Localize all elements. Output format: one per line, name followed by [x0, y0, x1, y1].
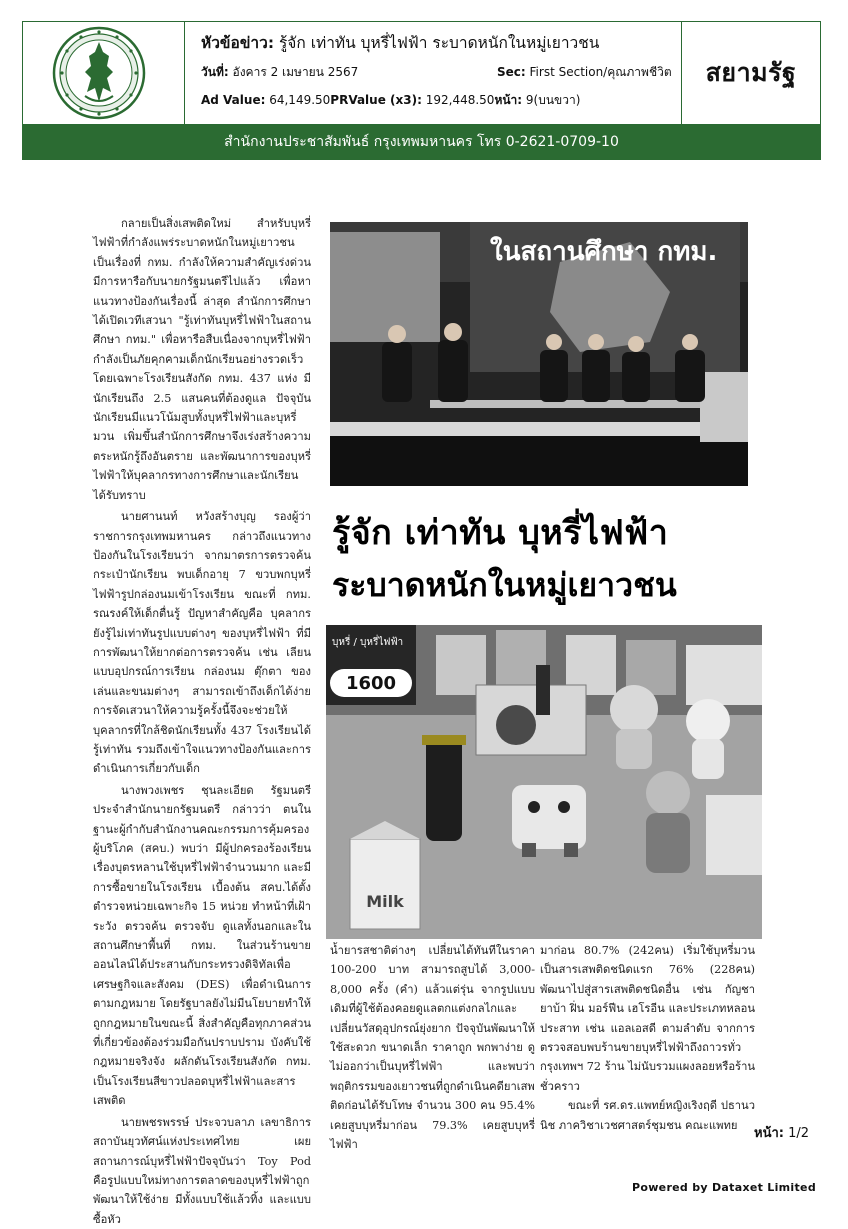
page-number-value: 1/2: [788, 1126, 810, 1141]
headline-line-1: รู้จัก เท่าทัน บุหรี่ไฟฟ้า: [332, 513, 669, 553]
headline-label: หัวข้อข่าว:: [201, 34, 275, 52]
office-banner: สำนักงานประชาสัมพันธ์ กรุงเทพมหานคร โทร 0-2621-0709-10: [22, 125, 821, 160]
brand-box: [682, 22, 820, 124]
page-number-label: หน้า:: [754, 1126, 784, 1141]
milk-label: Milk: [366, 892, 404, 911]
article-headline: [332, 512, 752, 606]
paragraph: นางพวงเพชร ชุนละเอียด รัฐมนตรีประจำสำนักนายกรัฐมนตรี กล่าวว่า ตนในฐานะผู้กำกับสำนักงานคณะกรรมการคุ้มครองผู้บริโภค (สคบ.) พบว่า มีผู้ปกครองร้องเรียนเรื่องบุตรหลานใช้บุหรี่ไฟฟ้าจำนวนมาก และมีการซื้อขายในโรงเรียน เบื้องต้น สคบ.ได้ตั้งตำรวจหน่วยเฉพาะกิจ 15 หน่วย ทำหน้าที่เฝ้าระวัง ตรวจค้น ตรวจจับ ดูแลทั้งนอกและในสถานศึกษาพื้นที่ กทม. ในส่วนร้านขายออนไลน์ได้ประสานกับกระทรวงดิจิทัลเพื่อเศรษฐกิจและสังคม (DES) เพื่อดำเนินการตามกฎหมาย โดยรัฐบาลยังไม่มีนโยบายทำให้ถูกกฎหมายในขณะนี้ สิ่งสำคัญคือทุกภาคส่วนที่เกี่ยวข้องต้องร่วมมือกันปราบปราม บังคับใช้กฎหมายจริงจัง ผลักดันโรงเรียนสังกัด กทม. เป็นโรงเรียนสีขาวปลอดบุหรี่ไฟฟ้าและสารเสพติด: [93, 783, 311, 1108]
article-column-1: [93, 214, 311, 1229]
article-column-2: [330, 941, 535, 1154]
pr-value-label: PRValue (x3):: [330, 93, 422, 107]
date-label: วันที่:: [201, 65, 229, 79]
products-photo: [326, 625, 762, 939]
pr-value: 192,448.50: [425, 93, 495, 107]
date-row: [201, 61, 672, 83]
section-field: [497, 61, 672, 83]
hotline-number: 1600: [345, 673, 397, 694]
stage-screen-text: ในสถานศึกษา กทม.: [490, 237, 718, 267]
logo-box: [23, 22, 185, 124]
headline-text: รู้จัก เท่าทัน บุหรี่ไฟฟ้า ระบาดหนักในหมู่เยาวชน: [278, 34, 600, 52]
paragraph: มาก่อน 80.7% (242คน) เริ่มใช้บุหรี่มวนเป็นสารเสพติดชนิดแรก 76% (228คน) พัฒนาไปสู่สารเสพติดชนิดอื่น เช่น กัญชา ยาบ้า ฝิ่น มอร์ฟีน เฮโรอีน และประเภทหลอนประสาท เช่น แอลเอสดี ตามลำดับ จากการตรวจสอบพบร้านขายบุหรี่ไฟฟ้าถึงถาวรทั่วกรุงเทพฯ 72 ร้าน ไม่นับรวมแผงลอยหรือร้านชั่วคราว: [540, 944, 755, 1093]
ad-value-label: Ad Value:: [201, 93, 266, 107]
paragraph: นายศานนท์ หวังสร้างบุญ รองผู้ว่าราชการกรุงเทพมหานคร กล่าวถึงแนวทางป้องกันในโรงเรียนว่า จากมาตรการตรวจค้นกระเป๋านักเรียน พบเด็กอายุ 7 ขวบพกบุหรี่ไฟฟ้ารูปกล่องนมเข้าโรงเรียน ขณะที่ กทม. รณรงค์ให้เด็กตื่นรู้ ปัญหาสำคัญคือ บุคลากรยังรู้ไม่เท่าทันรูปแบบต่างๆ ของบุหรี่ไฟฟ้า ที่มีการพัฒนาให้ยากต่อการตรวจค้น เช่น เลียนแบบอุปกรณ์การเรียน กล่องนม ตุ๊กตา ของเล่นและขนมต่างๆ สามารถเข้าถึงเด็กได้ง่าย การจัดเสวนาให้ความรู้ครั้งนี้จึงจะช่วยให้บุคลากรที่ใกล้ชิดนักเรียนทั้ง 437 โรงเรียนได้รู้เท่าทัน รวมถึงเข้าใจแนวทางป้องกันและการดำเนินการเกี่ยวกับเด็ก: [93, 510, 311, 776]
paragraph: กลายเป็นสิ่งเสพติดใหม่ สำหรับบุหรี่ไฟฟ้าที่กำลังแพร่ระบาดหนักในหมู่เยาวชนเป็นเรื่องที่ กทม. กำลังให้ความสำคัญเร่งด่วน มีการหารือกับนายกรัฐมนตรีไปแล้ว เพื่อหาแนวทางป้องกันเรื่องนี้ ล่าสุด สำนักการศึกษา ได้เปิดเวทีเสวนา "รู้เท่าทันบุหรี่ไฟฟ้าในสถานศึกษา กทม." เพื่อหารือสืบเนื่องจากบุหรี่ไฟฟ้ากำลังเป็นภัยคุกคามเด็กนักเรียนอย่างรวดเร็ว โดยเฉพาะโรงเรียนสังกัด กทม. 437 แห่ง มีนักเรียนถึง 2.5 แสนคนที่ต้องดูแล ปัจจุบันนักเรียนมีแนวโน้มสูบทั้งบุหรี่ไฟฟ้าและบุหรี่มวน เพิ่มขึ้นสำนักการศึกษาจึงเร่งสร้างความตระหนักรู้ถึงอันตราย และพัฒนาการของบุหรี่ไฟฟ้าให้บุคลากรทางการศึกษาและนักเรียนได้รับทราบ: [93, 217, 311, 502]
bangkok-seal-icon: [23, 22, 185, 124]
headline-row: [201, 32, 667, 54]
article-column-3: [540, 941, 755, 1135]
page-number: [754, 1122, 809, 1143]
clipping-info: [185, 22, 682, 124]
ad-value: 64,149.50: [269, 93, 331, 107]
paragraph: น้ำยารสชาติต่างๆ เปลี่ยนได้ทันทีในราคา 100-200 บาท สามารถสูบได้ 3,000-8,000 ครั้ง (คำ) แล้วแต่รุ่น จากรูปแบบเดิมที่ผู้ใช้ต้องคอยดูแลตกแต่งกลไกและเปลี่ยนวัสดุอุปกรณ์ยุ่งยาก ปัจจุบันพัฒนาให้ใช้สะดวก ขนาดเล็ก ราคาถูก พกพาง่าย ดูไม่ออกว่าเป็นบุหรี่ไฟฟ้า และพบว่าพฤติกรรมของเยาวชนที่ถูกดำเนินคดียาเสพติดก่อนได้รับโทษ จำนวน 300 คน 95.4% เคยสูบบุหรี่มาก่อน 79.3% เคยสูบบุหรี่ไฟฟ้า: [330, 944, 535, 1152]
value-row: [201, 89, 667, 111]
section-label: Sec:: [497, 65, 526, 79]
date-value: อังคาร 2 เมษายน 2567: [232, 65, 359, 79]
sign-text: บุหรี่ / บุหรี่ไฟฟ้า: [332, 637, 404, 648]
newspaper-brand: สยามรัฐ: [705, 58, 797, 87]
clipping-header: [22, 21, 821, 125]
page-label: หน้า:: [494, 93, 523, 107]
paragraph: นายพชรพรรษ์ ประจวบลาภ เลขาธิการสถาบันยุวทัศน์แห่งประเทศไทย เผยสถานการณ์บุหรี่ไฟฟ้าปัจจุบันว่า Toy Pod คือรูปแบบใหม่ทางการตลาดของบุหรี่ไฟฟ้าถูกพัฒนาให้ใช้ง่าย มีทั้งแบบใช้แล้วทิ้ง และแบบซื้อหัว: [93, 1115, 311, 1226]
section-value: First Section/คุณภาพชีวิต: [529, 65, 672, 79]
headline-line-2: ระบาดหนักในหมู่เยาวชน: [332, 566, 677, 604]
seminar-photo: [330, 222, 748, 486]
paragraph: ขณะที่ รศ.ดร.แพทย์หญิงเริงฤดี ปธานวนิช ภาควิชาเวชศาสตร์ชุมชน คณะแพทย: [540, 1099, 755, 1132]
powered-by: Powered by Dataxet Limited: [632, 1181, 816, 1194]
page-value: 9(บนขวา): [525, 93, 581, 107]
